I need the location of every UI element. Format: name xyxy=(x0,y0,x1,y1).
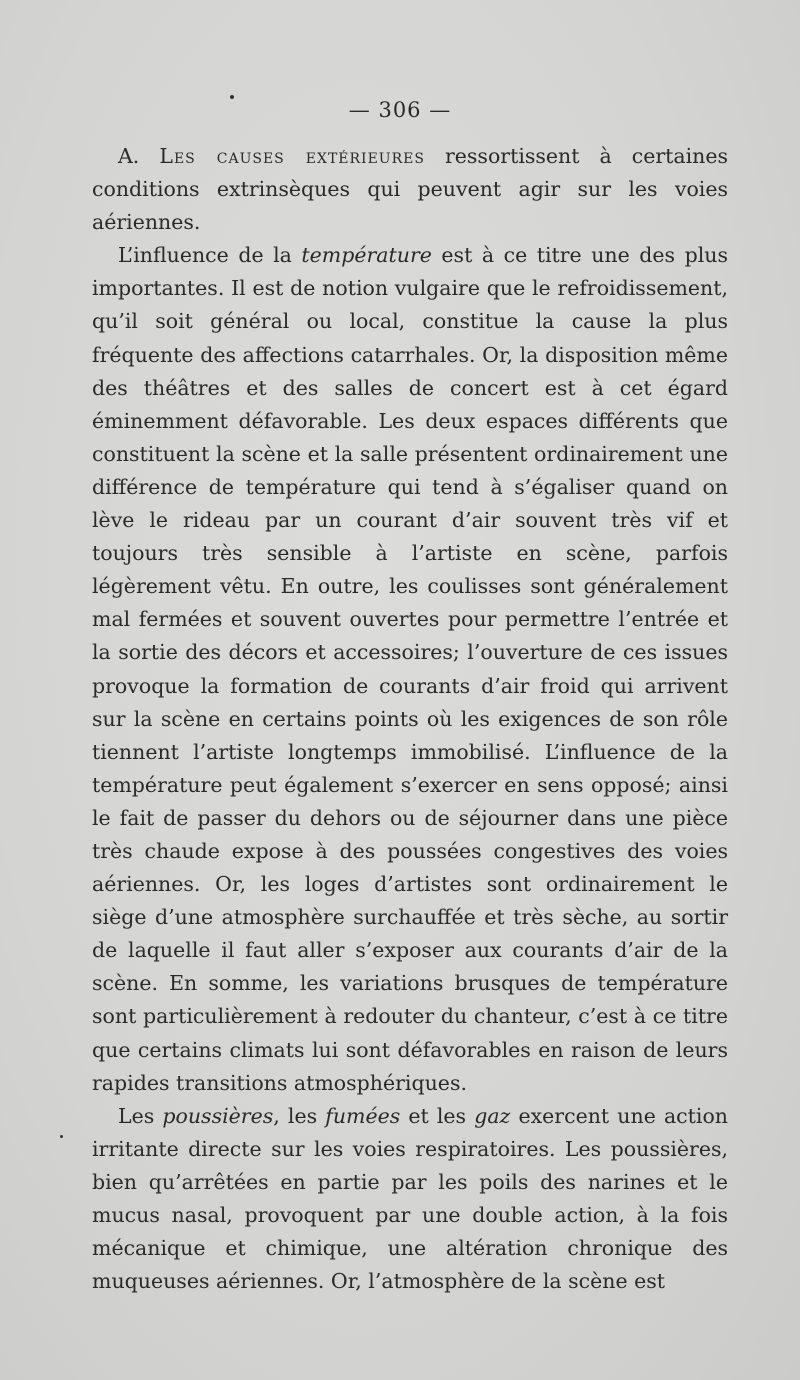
paragraph-text: ressortissent à certaines conditions extrinsèques qui peuvent agir sur les voies aériennes. xyxy=(92,144,728,235)
paragraph-text: et les xyxy=(400,1103,475,1128)
paragraph-temperature xyxy=(92,239,728,1099)
paragraph-causes xyxy=(92,140,728,239)
italic-term: température xyxy=(301,243,432,268)
paragraph-text: Les xyxy=(118,1103,163,1128)
body-text xyxy=(92,140,728,1298)
italic-term: fumées xyxy=(325,1103,401,1128)
italic-term: poussières xyxy=(162,1103,274,1128)
page-number: — 306 — xyxy=(348,98,452,122)
italic-term: gaz xyxy=(474,1103,511,1128)
paragraph-text: L’influence de la xyxy=(118,243,302,268)
paragraph-text: , les xyxy=(273,1103,326,1128)
section-letter: A. xyxy=(118,144,140,168)
paragraph-text: est à ce titre une des plus importantes. Il est de notion vulgaire que le refroidissement, qu’il soit général ou local, constitue la cause la plus fréquente des affections catarrhales. Or, la disposition même des théâtres et des salles de concert est à cet égard éminemment défavorable. Les deux espaces différents que constituent la scène et la salle présentent ordinairement une différence de température qui tend à s’égaliser quand on lève le rideau par un courant d’air souvent très vif et toujours très sensible à l’artiste en scène, parfois légèrement vêtu. En outre, les coulisses sont généralement mal fermées et souvent ouvertes pour permettre l’entrée et la sortie des décors et accessoires; l’ouverture de ces issues provoque la formation de courants d’air froid qui arrivent sur la scène en certains points où les exigences de son rôle tiennent l’artiste longtemps immobilisé. L’influence de la température peut également s’exercer en sens opposé; ainsi le fait de passer du dehors ou de séjourner dans une pièce très chaude expose à des poussées congestives des voies aériennes. Or, les loges d’artistes sont ordinairement le siège d’une atmosphère surchauffée et très sèche, au sortir de laquelle il faut aller s’exposer aux courants d’air de la scène. En somme, les variations brusques de température sont particulièrement à redouter du chanteur, c’est à ce titre que certains climats lui sont défavorables en raison de leurs rapides transitions atmosphériques. xyxy=(92,243,728,1095)
ink-speck xyxy=(60,1135,63,1138)
section-heading: Les causes extérieures xyxy=(159,144,425,168)
paragraph-poussieres xyxy=(92,1100,728,1299)
paragraph-text: exercent une action irritante directe sur les voies respiratoires. Les poussières, bien qu’arrêtées en partie par les poils des narines et le mucus nasal, provoquent par une double action, à la fois mécanique et chimique, une altération chronique des muqueuses aériennes. Or, l’atmosphère de la scène est xyxy=(92,1103,728,1294)
